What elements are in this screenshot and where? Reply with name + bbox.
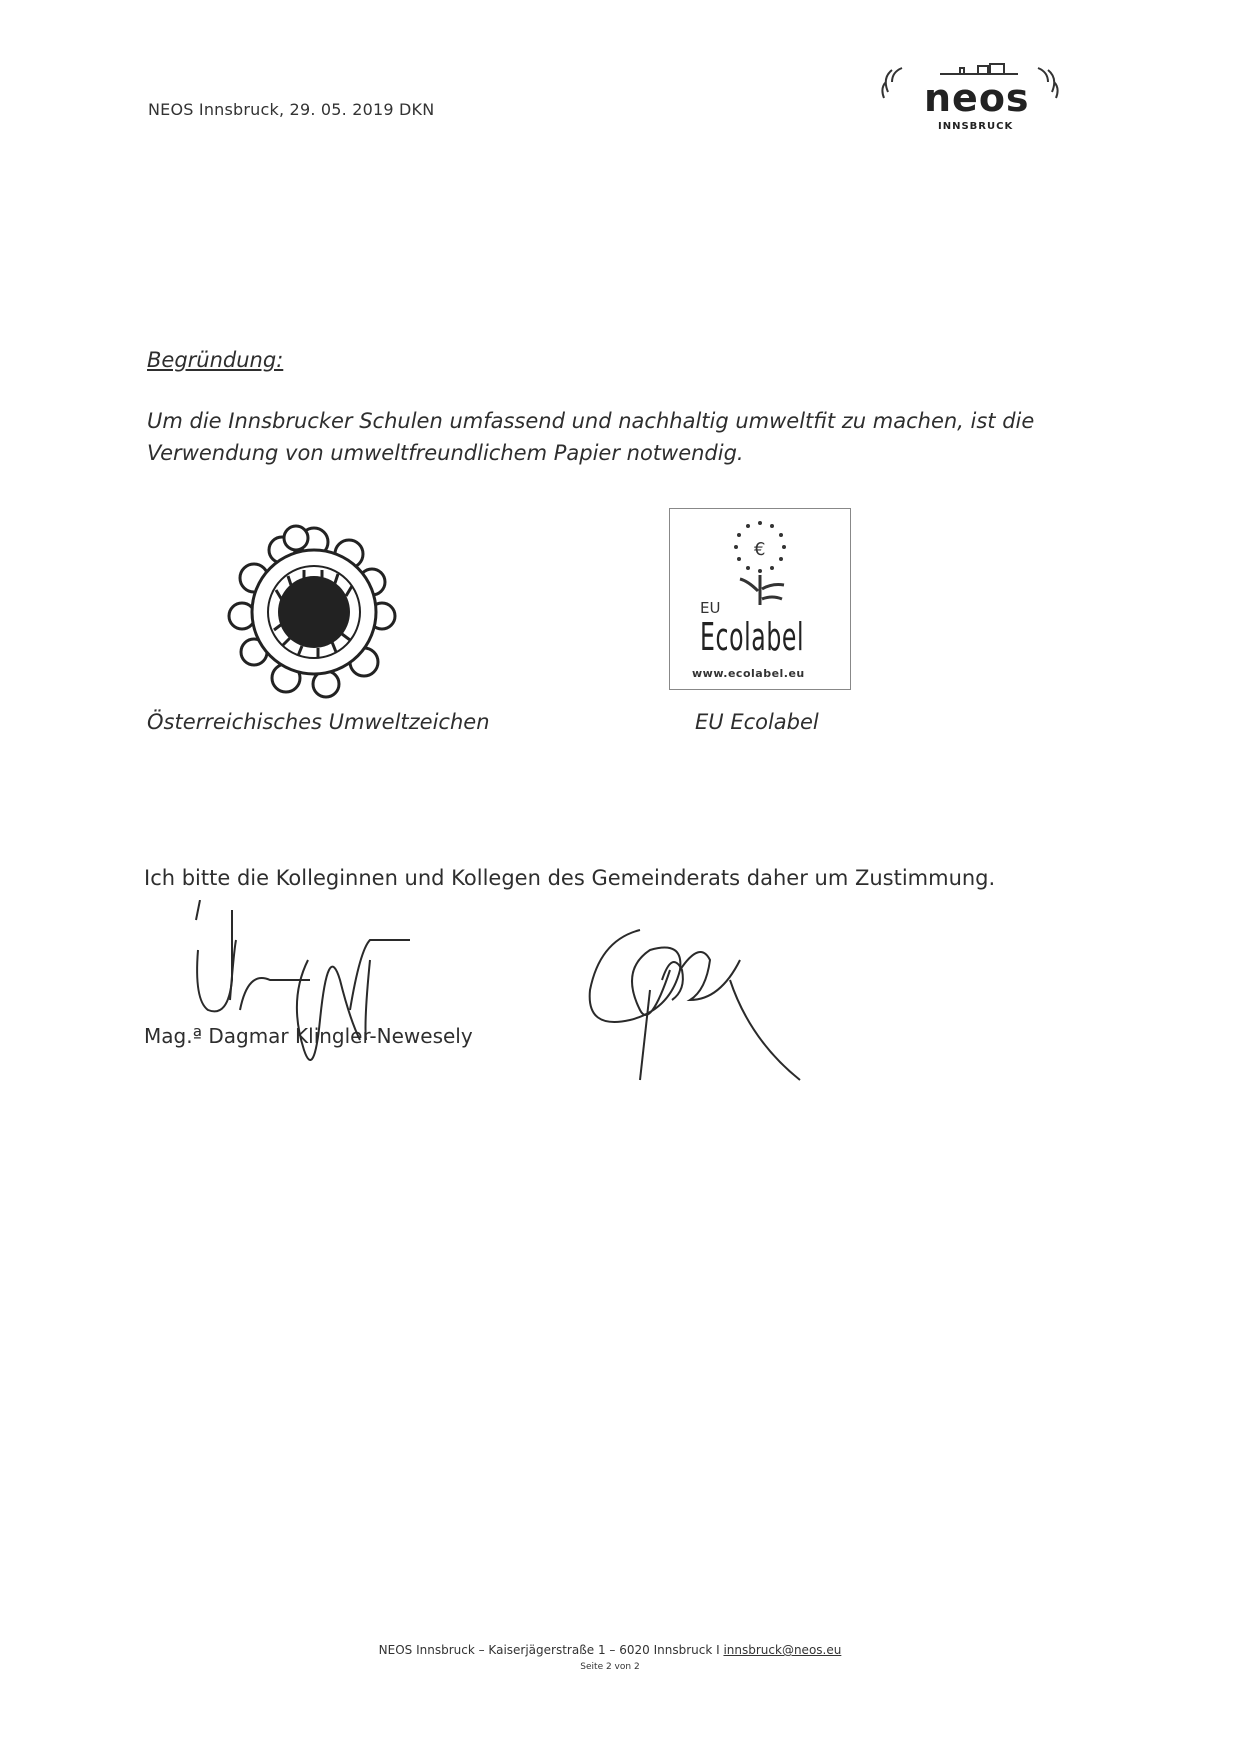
ecolabel-flower-icon (670, 509, 850, 689)
justification-paragraph: Um die Innsbrucker Schulen umfassend und nachhaltig umweltfit zu machen, ist die Verwendung von umweltfreundlichem Papier notwendig. (147, 409, 1035, 465)
signature-klingler (190, 900, 450, 1100)
footer-email-link[interactable]: innsbruck@neos.eu (723, 1643, 842, 1657)
ecolabel-wordmark: Ecolabel (700, 615, 805, 659)
umweltzeichen-caption: Österreichisches Umweltzeichen (147, 710, 490, 734)
umweltzeichen-logo (214, 512, 414, 712)
logo-subtitle: INNSBRUCK (938, 121, 1014, 132)
section-heading: Begründung: (147, 348, 284, 372)
header-place-date: NEOS Innsbruck, 29. 05. 2019 DKN (148, 100, 435, 119)
request-sentence: Ich bitte die Kolleginnen und Kollegen des Gemeinderats daher um Zustimmung. (144, 866, 996, 890)
umweltzeichen-seal (214, 512, 414, 712)
handwritten-signature-2 (580, 910, 810, 1090)
signer-name: Mag.ª Dagmar Klingler-Newesely (144, 1024, 473, 1048)
footer-address (0, 1643, 1220, 1657)
ecolabel-eu-text: EU (700, 599, 721, 617)
logo-wordmark: neos (924, 76, 1030, 120)
ecolabel-url: www.ecolabel.eu (692, 667, 805, 680)
eu-ecolabel-logo (669, 508, 851, 690)
svg-text:€: € (754, 539, 766, 560)
signature-second (580, 910, 810, 1090)
handwritten-signature-1 (190, 900, 450, 1100)
ecolabel-caption: EU Ecolabel (695, 710, 819, 734)
page-number: Seite 2 von 2 (580, 1662, 640, 1672)
footer-address-text: NEOS Innsbruck – Kaiserjägerstraße 1 – 6020 Innsbruck I (378, 1643, 724, 1657)
